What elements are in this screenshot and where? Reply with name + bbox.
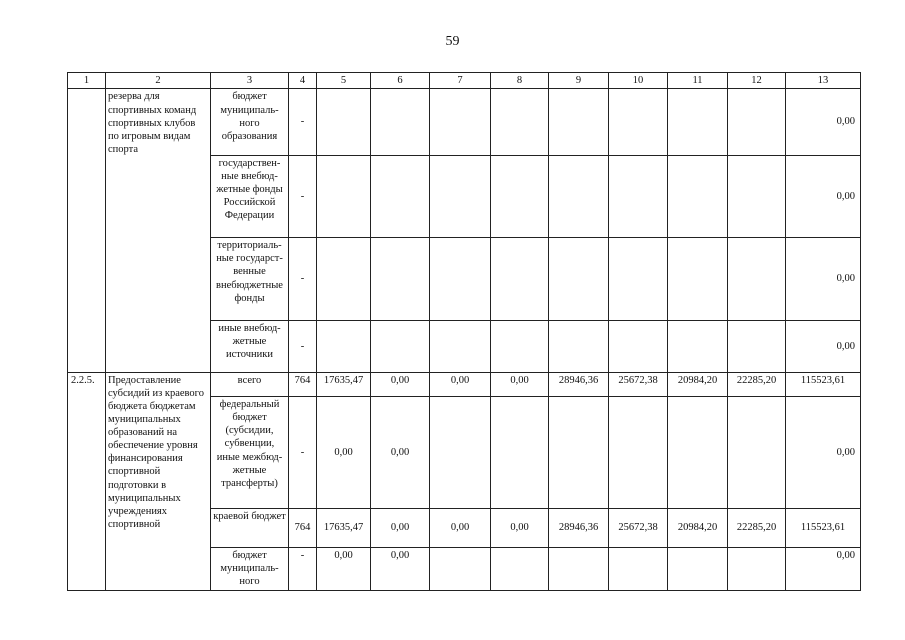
item-number xyxy=(68,89,106,372)
cell-c6 xyxy=(371,89,430,155)
cell-c10 xyxy=(609,320,668,372)
cell-c10 xyxy=(609,397,668,509)
cell-c9 xyxy=(549,89,609,155)
cell-c12 xyxy=(728,397,786,509)
header-cell: 13 xyxy=(786,73,861,89)
funding-source: бюджет муниципаль-ного xyxy=(211,547,289,590)
cell-c5: 0,00 xyxy=(317,547,371,590)
cell-c5 xyxy=(317,238,371,321)
cell-c10 xyxy=(609,547,668,590)
cell-c13: 115523,61 xyxy=(786,372,861,396)
header-cell: 4 xyxy=(289,73,317,89)
cell-c11 xyxy=(668,89,728,155)
cell-c10: 25672,38 xyxy=(609,509,668,548)
header-cell: 2 xyxy=(106,73,211,89)
cell-c7 xyxy=(430,320,491,372)
funding-source: бюджет муниципаль-ного образования xyxy=(211,89,289,155)
cell-c9: 28946,36 xyxy=(549,509,609,548)
cell-c9: 28946,36 xyxy=(549,372,609,396)
table-row xyxy=(68,372,861,396)
cell-c9 xyxy=(549,155,609,238)
cell-c9 xyxy=(549,397,609,509)
header-row xyxy=(68,73,861,89)
table-row xyxy=(68,89,861,155)
item-number: 2.2.5. xyxy=(68,372,106,590)
budget-table xyxy=(67,72,861,591)
item-name: Предоставление субсидий из краевого бюджета бюджетам муниципальных образований на обеспечение уровня финансирования спортивной подготовки в муниципальных учреждениях спортивной xyxy=(106,372,211,590)
cell-c4: - xyxy=(289,238,317,321)
cell-c9 xyxy=(549,320,609,372)
cell-c8: 0,00 xyxy=(491,509,549,548)
cell-c7: 0,00 xyxy=(430,372,491,396)
cell-c4: - xyxy=(289,155,317,238)
cell-c11 xyxy=(668,320,728,372)
cell-c10 xyxy=(609,238,668,321)
cell-c11 xyxy=(668,397,728,509)
cell-c4: - xyxy=(289,320,317,372)
cell-c7 xyxy=(430,547,491,590)
cell-c4: - xyxy=(289,547,317,590)
cell-c12 xyxy=(728,238,786,321)
funding-source: территориаль-ные государст-венные внебюджетные фонды xyxy=(211,238,289,321)
cell-c8 xyxy=(491,547,549,590)
funding-source: федеральный бюджет (субсидии, субвенции, иные межбюд-жетные трансферты) xyxy=(211,397,289,509)
cell-c13: 0,00 xyxy=(786,89,861,155)
page-number: 59 xyxy=(445,34,460,49)
funding-source: государствен-ные внебюд-жетные фонды Российской Федерации xyxy=(211,155,289,238)
header-cell: 9 xyxy=(549,73,609,89)
header-cell: 3 xyxy=(211,73,289,89)
cell-c11: 20984,20 xyxy=(668,509,728,548)
funding-source: всего xyxy=(211,372,289,396)
cell-c4: - xyxy=(289,397,317,509)
header-cell: 7 xyxy=(430,73,491,89)
cell-c5: 0,00 xyxy=(317,397,371,509)
header-cell: 8 xyxy=(491,73,549,89)
header-cell: 12 xyxy=(728,73,786,89)
cell-c13: 0,00 xyxy=(786,155,861,238)
cell-c4: 764 xyxy=(289,372,317,396)
cell-c13: 0,00 xyxy=(786,238,861,321)
cell-c9 xyxy=(549,547,609,590)
cell-c9 xyxy=(549,238,609,321)
cell-c10: 25672,38 xyxy=(609,372,668,396)
cell-c5: 17635,47 xyxy=(317,372,371,396)
cell-c12 xyxy=(728,89,786,155)
cell-c8 xyxy=(491,155,549,238)
cell-c7 xyxy=(430,89,491,155)
cell-c6: 0,00 xyxy=(371,547,430,590)
cell-c8: 0,00 xyxy=(491,372,549,396)
cell-c6 xyxy=(371,320,430,372)
cell-c12: 22285,20 xyxy=(728,509,786,548)
cell-c5 xyxy=(317,89,371,155)
cell-c6 xyxy=(371,155,430,238)
cell-c5 xyxy=(317,155,371,238)
cell-c4: - xyxy=(289,89,317,155)
cell-c12 xyxy=(728,320,786,372)
funding-source: краевой бюджет xyxy=(211,509,289,548)
cell-c8 xyxy=(491,320,549,372)
header-cell: 6 xyxy=(371,73,430,89)
cell-c7: 0,00 xyxy=(430,509,491,548)
cell-c5: 17635,47 xyxy=(317,509,371,548)
cell-c11: 20984,20 xyxy=(668,372,728,396)
cell-c13: 115523,61 xyxy=(786,509,861,548)
cell-c6 xyxy=(371,238,430,321)
cell-c5 xyxy=(317,320,371,372)
cell-c8 xyxy=(491,238,549,321)
cell-c11 xyxy=(668,238,728,321)
cell-c13: 0,00 xyxy=(786,320,861,372)
cell-c12 xyxy=(728,547,786,590)
cell-c11 xyxy=(668,547,728,590)
cell-c11 xyxy=(668,155,728,238)
cell-c7 xyxy=(430,155,491,238)
cell-c8 xyxy=(491,89,549,155)
item-name: резерва для спортивных команд спортивных клубов по игровым видам спорта xyxy=(106,89,211,372)
cell-c12: 22285,20 xyxy=(728,372,786,396)
header-cell: 10 xyxy=(609,73,668,89)
cell-c13: 0,00 xyxy=(786,547,861,590)
header-cell: 1 xyxy=(68,73,106,89)
cell-c7 xyxy=(430,238,491,321)
cell-c10 xyxy=(609,89,668,155)
cell-c6: 0,00 xyxy=(371,397,430,509)
cell-c12 xyxy=(728,155,786,238)
header-cell: 5 xyxy=(317,73,371,89)
funding-source: иные внебюд-жетные источники xyxy=(211,320,289,372)
cell-c13: 0,00 xyxy=(786,397,861,509)
header-cell: 11 xyxy=(668,73,728,89)
cell-c4: 764 xyxy=(289,509,317,548)
cell-c7 xyxy=(430,397,491,509)
cell-c6: 0,00 xyxy=(371,372,430,396)
cell-c6: 0,00 xyxy=(371,509,430,548)
cell-c8 xyxy=(491,397,549,509)
cell-c10 xyxy=(609,155,668,238)
